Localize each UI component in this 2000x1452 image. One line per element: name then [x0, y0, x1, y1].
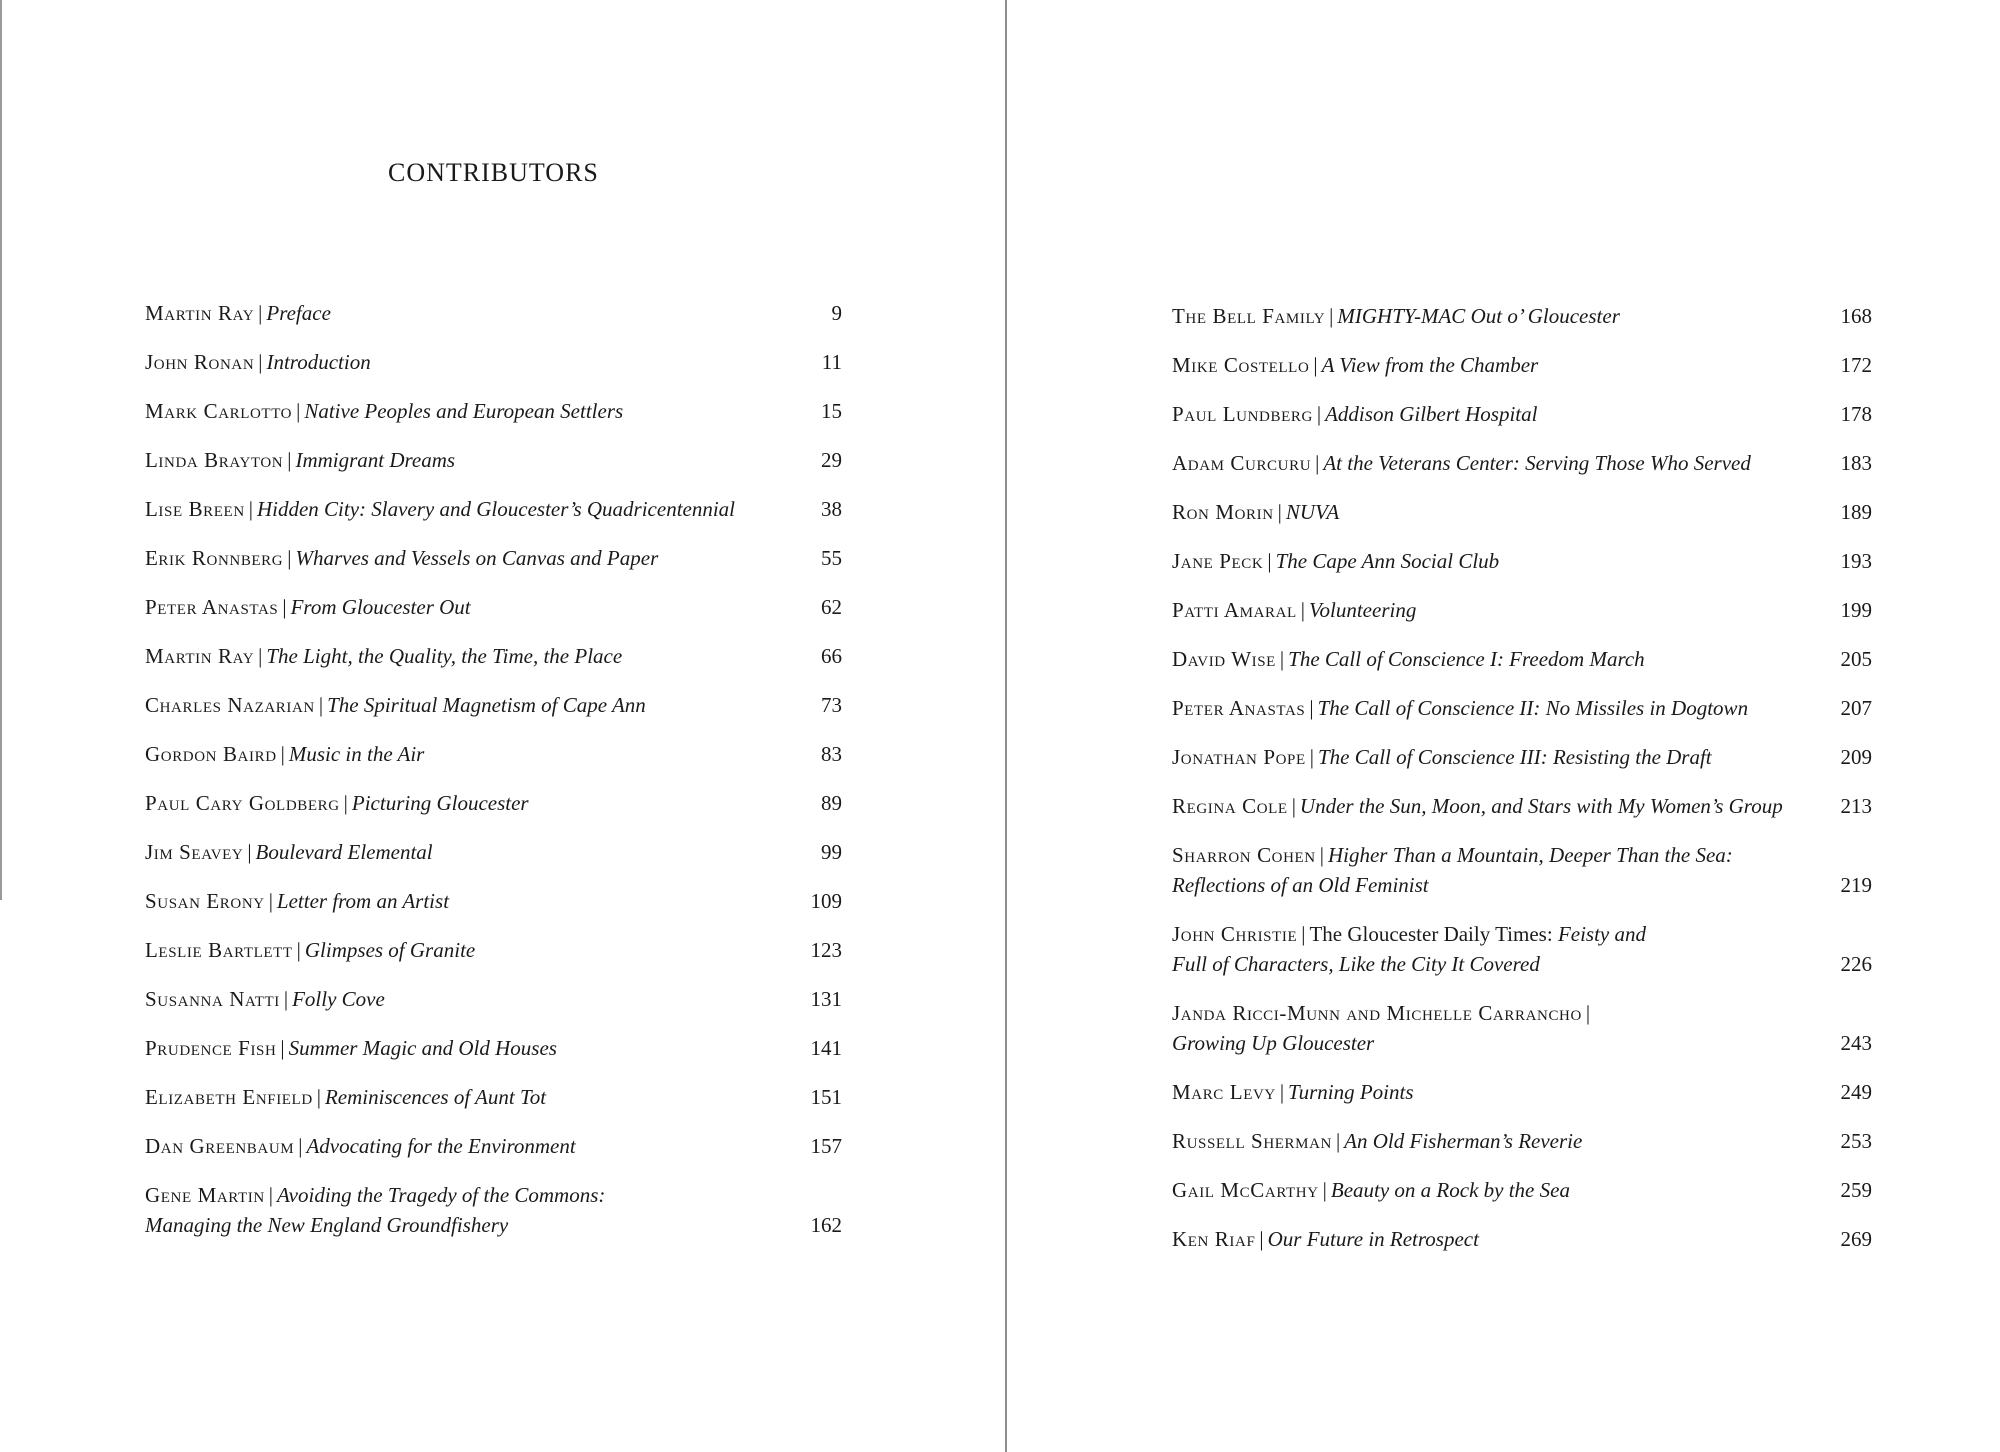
separator-bar: |	[318, 693, 324, 717]
page-number: 172	[1840, 353, 1872, 377]
contributor-name: Gene Martin	[145, 1183, 265, 1207]
separator-bar: |	[283, 987, 289, 1011]
toc-entry	[145, 396, 842, 426]
toc-entry	[1172, 840, 1872, 900]
toc-entry-text	[145, 494, 772, 524]
essay-title: Higher Than a Mountain, Deeper Than the Sea:	[1327, 843, 1733, 867]
essay-title: Beauty on a Rock by the Sea	[1330, 1178, 1570, 1202]
essay-title: Turning Points	[1288, 1080, 1414, 1104]
page-number: 207	[1840, 696, 1872, 720]
right-page	[1007, 0, 2000, 1452]
contributor-name: Lise Breen	[145, 497, 245, 521]
page-number: 9	[831, 301, 842, 325]
toc-entry-text	[1172, 840, 1802, 900]
essay-title: From Gloucester Out	[290, 595, 471, 619]
separator-bar: |	[287, 546, 292, 570]
contributors-list-left	[145, 298, 842, 1259]
separator-bar: |	[1319, 843, 1324, 867]
essay-title: Under the Sun, Moon, and Stars with My Women’s Group	[1299, 794, 1783, 818]
toc-entry-text	[145, 641, 772, 671]
toc-entry	[1172, 919, 1872, 979]
toc-entry-text	[1172, 919, 1802, 979]
essay-title: Picturing Gloucester	[351, 791, 529, 815]
toc-entry	[145, 837, 842, 867]
separator-bar: |	[1329, 304, 1334, 328]
toc-entry-text	[1172, 497, 1802, 527]
contributor-name: Adam Curcuru	[1172, 451, 1312, 475]
essay-title: Preface	[266, 301, 331, 325]
essay-title: Introduction	[266, 350, 371, 374]
toc-entry-text	[1172, 595, 1802, 625]
contributor-name: Gail McCarthy	[1172, 1178, 1319, 1202]
essay-title: The Call of Conscience III: Resisting the Draft	[1317, 745, 1712, 769]
page-number: 11	[821, 350, 842, 374]
essay-title-plain: The Gloucester Daily Times:	[1309, 922, 1553, 946]
separator-bar: |	[1313, 353, 1318, 377]
contributor-name: Susanna Natti	[145, 987, 280, 1011]
toc-entry	[1172, 1175, 1872, 1205]
toc-entry-text	[145, 592, 772, 622]
page-number: 15	[821, 399, 842, 423]
essay-title: An Old Fisherman’s Reverie	[1344, 1129, 1583, 1153]
essay-title: NUVA	[1285, 500, 1340, 524]
toc-entry	[1172, 1126, 1872, 1156]
essay-title: Summer Magic and Old Houses	[288, 1036, 557, 1060]
page-number: 209	[1840, 745, 1872, 769]
separator-bar: |	[1279, 647, 1285, 671]
toc-entry-text	[1172, 448, 1802, 478]
contributor-name: The Bell Family	[1172, 304, 1326, 328]
toc-entry	[1172, 791, 1872, 821]
page-number: 253	[1840, 1129, 1872, 1153]
contributor-name: Erik Ronnberg	[145, 546, 284, 570]
contributor-name: Susan Erony	[145, 889, 265, 913]
page-number: 131	[810, 987, 842, 1011]
toc-entry	[1172, 301, 1872, 331]
toc-entry-text	[1172, 644, 1802, 674]
contributor-name: Russell Sherman	[1172, 1129, 1332, 1153]
contributor-name: Leslie Bartlett	[145, 938, 293, 962]
separator-bar: |	[1585, 1001, 1591, 1025]
toc-entry	[1172, 448, 1872, 478]
essay-title: A View from the Chamber	[1321, 353, 1539, 377]
contributor-name: Linda Brayton	[145, 448, 284, 472]
page-number: 62	[821, 595, 842, 619]
essay-title-line2: Reflections of an Old Feminist	[1172, 873, 1429, 897]
toc-entry-text	[1172, 350, 1802, 380]
essay-title: Feisty and	[1552, 922, 1646, 946]
toc-entry-text	[145, 984, 772, 1014]
separator-bar: |	[343, 791, 348, 815]
toc-entry	[145, 543, 842, 573]
essay-title: MIGHTY-MAC Out o’ Gloucester	[1337, 304, 1620, 328]
separator-bar: |	[1315, 451, 1320, 475]
page-number: 193	[1840, 549, 1872, 573]
page-number: 183	[1840, 451, 1872, 475]
contributor-name: Elizabeth Enfield	[145, 1085, 313, 1109]
separator-bar: |	[247, 840, 252, 864]
separator-bar: |	[296, 938, 301, 962]
essay-title: Boulevard Elemental	[255, 840, 433, 864]
toc-entry	[1172, 399, 1872, 429]
toc-entry	[1172, 1077, 1872, 1107]
toc-entry	[145, 739, 842, 769]
page-number: 55	[821, 546, 842, 570]
contributor-name: Ken Riaf	[1172, 1227, 1256, 1251]
essay-title: Native Peoples and European Settlers	[304, 399, 624, 423]
toc-entry-text	[1172, 1077, 1802, 1107]
page-number: 269	[1840, 1227, 1872, 1251]
contributor-name: Charles Nazarian	[145, 693, 315, 717]
separator-bar: |	[296, 399, 301, 423]
separator-bar: |	[1291, 794, 1296, 818]
page-number: 99	[821, 840, 842, 864]
contributor-name: Regina Cole	[1172, 794, 1288, 818]
essay-title: Immigrant Dreams	[295, 448, 456, 472]
toc-entry-text	[145, 298, 772, 328]
separator-bar: |	[1300, 598, 1306, 622]
separator-bar: |	[1279, 1080, 1285, 1104]
toc-entry	[145, 298, 842, 328]
toc-entry-text	[145, 837, 772, 867]
page-number: 168	[1840, 304, 1872, 328]
essay-title: Wharves and Vessels on Canvas and Paper	[295, 546, 659, 570]
essay-title: The Call of Conscience II: No Missiles in Dogtown	[1317, 696, 1749, 720]
separator-bar: |	[1309, 696, 1314, 720]
contributor-name: Peter Anastas	[1172, 696, 1306, 720]
essay-title-line2: Full of Characters, Like the City It Covered	[1172, 952, 1540, 976]
toc-entry-text	[1172, 1175, 1802, 1205]
essay-title: Folly Cove	[292, 987, 385, 1011]
essay-title: The Spiritual Magnetism of Cape Ann	[327, 693, 646, 717]
essay-title: Hidden City: Slavery and Gloucester’s Quadricentennial	[256, 497, 736, 521]
essay-title: Our Future in Retrospect	[1267, 1227, 1479, 1251]
contributor-name: Marc Levy	[1172, 1080, 1276, 1104]
toc-entry-text	[1172, 301, 1802, 331]
contributor-name: Janda Ricci-Munn and Michelle Carrancho	[1172, 1001, 1582, 1025]
page-number: 89	[821, 791, 842, 815]
toc-entry	[1172, 742, 1872, 772]
essay-title: The Light, the Quality, the Time, the Place	[266, 644, 623, 668]
contributor-name: Martin Ray	[145, 301, 255, 325]
toc-entry-text	[1172, 998, 1802, 1058]
page-number: 73	[821, 693, 842, 717]
toc-entry	[1172, 350, 1872, 380]
toc-entry-text	[145, 935, 772, 965]
toc-entry	[1172, 644, 1872, 674]
toc-entry	[1172, 546, 1872, 576]
page-number: 178	[1840, 402, 1872, 426]
separator-bar: |	[316, 1085, 321, 1109]
essay-title: Glimpses of Granite	[304, 938, 476, 962]
page-number: 157	[810, 1134, 842, 1158]
toc-entry-text	[1172, 546, 1802, 576]
contributor-name: Paul Cary Goldberg	[145, 791, 340, 815]
toc-entry-text	[145, 1180, 772, 1240]
page-number: 38	[821, 497, 842, 521]
toc-entry-text	[145, 1082, 772, 1112]
separator-bar: |	[1309, 745, 1314, 769]
toc-entry	[145, 690, 842, 720]
page-heading: CONTRIBUTORS	[388, 158, 599, 187]
essay-title: Volunteering	[1309, 598, 1417, 622]
contributor-name: Ron Morin	[1172, 500, 1274, 524]
toc-entry-text	[145, 543, 772, 573]
contributor-name: Sharron Cohen	[1172, 843, 1316, 867]
essay-title-line2: Managing the New England Groundfishery	[145, 1213, 509, 1237]
toc-entry	[1172, 1224, 1872, 1254]
separator-bar: |	[1322, 1178, 1327, 1202]
toc-entry	[145, 592, 842, 622]
toc-entry-text	[1172, 791, 1802, 821]
essay-title: Music in the Air	[288, 742, 425, 766]
toc-entry	[145, 1082, 842, 1112]
page-number: 162	[810, 1213, 842, 1237]
toc-entry-text	[145, 788, 772, 818]
contributor-name: Jim Seavey	[145, 840, 244, 864]
toc-entry	[145, 935, 842, 965]
page-number: 226	[1840, 952, 1872, 976]
toc-entry-text	[145, 739, 772, 769]
separator-bar: |	[1259, 1227, 1264, 1251]
separator-bar: |	[282, 595, 287, 619]
separator-bar: |	[1335, 1129, 1341, 1153]
toc-entry-text	[145, 347, 772, 377]
toc-entry	[145, 1180, 842, 1240]
page-number: 259	[1840, 1178, 1872, 1202]
essay-title: At the Veterans Center: Serving Those Who Served	[1323, 451, 1751, 475]
toc-entry	[1172, 998, 1872, 1058]
essay-title: Advocating for the Environment	[306, 1134, 576, 1158]
contributor-name: Paul Lundberg	[1172, 402, 1313, 426]
essay-title: Letter from an Artist	[276, 889, 450, 913]
page-number: 213	[1840, 794, 1872, 818]
toc-entry-text	[145, 690, 772, 720]
essay-title: Avoiding the Tragedy of the Commons:	[277, 1183, 606, 1207]
contributor-name: Jonathan Pope	[1172, 745, 1306, 769]
toc-entry-text	[145, 1033, 772, 1063]
contributor-name: Jane Peck	[1172, 549, 1264, 573]
page-number: 243	[1840, 1031, 1872, 1055]
contributor-name: Mark Carlotto	[145, 399, 293, 423]
page-number: 29	[821, 448, 842, 472]
page-number: 141	[810, 1036, 842, 1060]
toc-entry	[1172, 595, 1872, 625]
separator-bar: |	[1301, 922, 1306, 946]
separator-bar: |	[280, 742, 285, 766]
toc-entry	[145, 347, 842, 377]
page-number: 83	[821, 742, 842, 766]
toc-entry	[145, 886, 842, 916]
contributor-name: Prudence Fish	[145, 1036, 277, 1060]
page-number: 205	[1840, 647, 1872, 671]
page-number: 219	[1840, 873, 1872, 897]
separator-bar: |	[1316, 402, 1322, 426]
toc-entry-text	[145, 396, 772, 426]
contributor-name: John Christie	[1172, 922, 1298, 946]
separator-bar: |	[258, 301, 263, 325]
toc-entry-text	[1172, 399, 1802, 429]
toc-entry	[145, 494, 842, 524]
toc-entry	[145, 1033, 842, 1063]
page-number: 189	[1840, 500, 1872, 524]
toc-entry	[145, 445, 842, 475]
separator-bar: |	[1277, 500, 1282, 524]
separator-bar: |	[280, 1036, 285, 1060]
separator-bar: |	[258, 644, 263, 668]
toc-entry-text	[145, 445, 772, 475]
separator-bar: |	[1267, 549, 1272, 573]
contributor-name: Dan Greenbaum	[145, 1134, 295, 1158]
toc-entry-text	[1172, 1126, 1802, 1156]
page-number: 151	[810, 1085, 842, 1109]
page-number: 199	[1840, 598, 1872, 622]
toc-entry-text	[1172, 1224, 1802, 1254]
page-number: 249	[1840, 1080, 1872, 1104]
essay-title-line2: Growing Up Gloucester	[1172, 1031, 1375, 1055]
toc-entry	[145, 788, 842, 818]
essay-title: The Call of Conscience I: Freedom March	[1288, 647, 1645, 671]
page-number: 109	[810, 889, 842, 913]
toc-entry	[1172, 693, 1872, 723]
contributor-name: John Ronan	[145, 350, 255, 374]
contributor-name: Patti Amaral	[1172, 598, 1297, 622]
separator-bar: |	[268, 889, 273, 913]
contributor-name: David Wise	[1172, 647, 1276, 671]
toc-entry	[1172, 497, 1872, 527]
toc-entry-text	[145, 886, 772, 916]
toc-entry-text	[145, 1131, 772, 1161]
essay-title: The Cape Ann Social Club	[1275, 549, 1500, 573]
separator-bar: |	[248, 497, 253, 521]
separator-bar: |	[298, 1134, 303, 1158]
essay-title: Addison Gilbert Hospital	[1325, 402, 1538, 426]
contributor-name: Mike Costello	[1172, 353, 1310, 377]
separator-bar: |	[268, 1183, 273, 1207]
separator-bar: |	[258, 350, 263, 374]
contributor-name: Gordon Baird	[145, 742, 277, 766]
page-number: 123	[810, 938, 842, 962]
toc-entry	[145, 1131, 842, 1161]
contributor-name: Peter Anastas	[145, 595, 279, 619]
separator-bar: |	[287, 448, 292, 472]
toc-entry	[145, 984, 842, 1014]
contributor-name: Martin Ray	[145, 644, 255, 668]
contributors-list-right	[1172, 301, 1872, 1273]
toc-entry	[145, 641, 842, 671]
page-number: 66	[821, 644, 842, 668]
toc-entry-text	[1172, 693, 1802, 723]
toc-entry-text	[1172, 742, 1802, 772]
essay-title: Reminiscences of Aunt Tot	[324, 1085, 547, 1109]
